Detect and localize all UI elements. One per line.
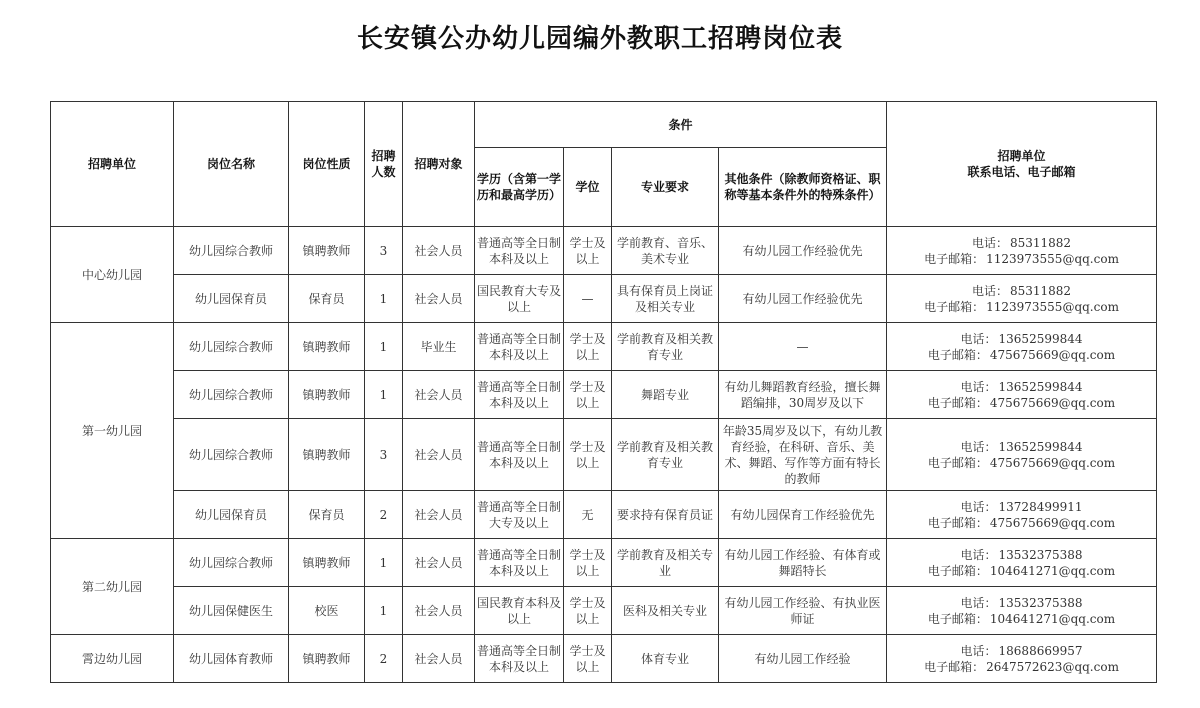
cell-contact: [887, 323, 1157, 371]
cell-contact: [887, 227, 1157, 275]
contact-email-line: [889, 347, 1154, 363]
cell-contact: [887, 419, 1157, 491]
cell-other: 有幼儿园工作经验: [719, 635, 887, 683]
cell-contact: [887, 635, 1157, 683]
cell-major: 学前教育及相关专业: [612, 539, 719, 587]
cell-unit: 第二幼儿园: [51, 539, 174, 635]
cell-contact: [887, 539, 1157, 587]
contact-phone-value: 13652599844: [998, 439, 1083, 454]
cell-major: 体育专业: [612, 635, 719, 683]
cell-degree: 学士及以上: [564, 227, 612, 275]
cell-education: 国民教育大专及以上: [475, 275, 564, 323]
cell-contact: [887, 371, 1157, 419]
cell-position: 幼儿园综合教师: [174, 371, 289, 419]
table-body: [51, 227, 1157, 683]
contact-email-label: 电子邮箱：: [927, 611, 988, 626]
cell-nature: 镇聘教师: [289, 323, 365, 371]
header-row-1: [51, 102, 1157, 148]
contact-email-label: 电子邮箱：: [927, 515, 988, 530]
contact-phone-value: 13532375388: [998, 595, 1083, 610]
cell-position: 幼儿园体育教师: [174, 635, 289, 683]
contact-phone-value: 13652599844: [998, 331, 1083, 346]
cell-major: 舞蹈专业: [612, 371, 719, 419]
cell-target: 社会人员: [403, 275, 475, 323]
contact-phone-label: 电话：: [960, 643, 997, 658]
cell-contact: [887, 587, 1157, 635]
contact-email-label: 电子邮箱：: [924, 659, 985, 674]
cell-unit: 霄边幼儿园: [51, 635, 174, 683]
contact-phone-line: [889, 595, 1154, 611]
contact-email-line: [889, 299, 1154, 315]
contact-email-label: 电子邮箱：: [927, 347, 988, 362]
header-contact: [887, 102, 1157, 227]
cell-degree: 学士及以上: [564, 323, 612, 371]
contact-phone-value: 13652599844: [998, 379, 1083, 394]
cell-position: 幼儿园保育员: [174, 491, 289, 539]
cell-education: 普通高等全日制本科及以上: [475, 323, 564, 371]
header-nature: 岗位性质: [289, 102, 365, 227]
cell-count: 2: [365, 635, 403, 683]
cell-count: 1: [365, 587, 403, 635]
contact-email-value[interactable]: 1123973555@qq.com: [986, 251, 1119, 266]
cell-major: 要求持有保育员证: [612, 491, 719, 539]
cell-position: 幼儿园保育员: [174, 275, 289, 323]
cell-degree: 无: [564, 491, 612, 539]
contact-email-label: 电子邮箱：: [924, 251, 985, 266]
cell-nature: 镇聘教师: [289, 227, 365, 275]
contact-email-line: [889, 395, 1154, 411]
cell-position: 幼儿园保健医生: [174, 587, 289, 635]
contact-phone-line: [889, 331, 1154, 347]
page-title: 长安镇公办幼儿园编外教职工招聘岗位表: [356, 24, 843, 54]
cell-other: 有幼儿园工作经验优先: [719, 227, 887, 275]
header-contact-line1: 招聘单位: [997, 149, 1046, 163]
contact-phone-line: [889, 499, 1154, 515]
cell-nature: 校医: [289, 587, 365, 635]
table-row: [51, 371, 1157, 419]
cell-count: 1: [365, 323, 403, 371]
cell-count: 2: [365, 491, 403, 539]
contact-email-line: [889, 563, 1154, 579]
header-count: 招聘人数: [365, 102, 403, 227]
cell-nature: 镇聘教师: [289, 539, 365, 587]
contact-phone-value: 18688669957: [998, 643, 1083, 658]
contact-phone-label: 电话：: [960, 439, 997, 454]
contact-email-value[interactable]: 475675669@qq.com: [989, 455, 1116, 470]
cell-position: 幼儿园综合教师: [174, 323, 289, 371]
cell-contact: [887, 275, 1157, 323]
cell-target: 毕业生: [403, 323, 475, 371]
cell-nature: 镇聘教师: [289, 635, 365, 683]
cell-target: 社会人员: [403, 539, 475, 587]
table-row: [51, 323, 1157, 371]
cell-nature: 保育员: [289, 275, 365, 323]
cell-target: 社会人员: [403, 491, 475, 539]
contact-email-value[interactable]: 2647572623@qq.com: [986, 659, 1119, 674]
contact-phone-label: 电话：: [971, 235, 1008, 250]
cell-major: 具有保育员上岗证及相关专业: [612, 275, 719, 323]
cell-major: 医科及相关专业: [612, 587, 719, 635]
contact-phone-label: 电话：: [960, 499, 997, 514]
cell-education: 国民教育本科及以上: [475, 587, 564, 635]
cell-degree: 学士及以上: [564, 635, 612, 683]
contact-phone-line: [889, 379, 1154, 395]
cell-education: 普通高等全日制本科及以上: [475, 227, 564, 275]
cell-other: 有幼儿园工作经验、有执业医师证: [719, 587, 887, 635]
header-conditions: 条件: [475, 102, 887, 148]
contact-phone-line: [889, 643, 1154, 659]
contact-email-label: 电子邮箱：: [927, 455, 988, 470]
header-contact-line2: 联系电话、电子邮箱: [967, 165, 1076, 179]
header-major: 专业要求: [612, 148, 719, 227]
cell-count: 1: [365, 371, 403, 419]
table-row: [51, 635, 1157, 683]
cell-degree: 学士及以上: [564, 587, 612, 635]
contact-phone-line: [889, 283, 1154, 299]
contact-email-value[interactable]: 475675669@qq.com: [989, 395, 1116, 410]
cell-major: 学前教育、音乐、美术专业: [612, 227, 719, 275]
cell-education: 普通高等全日制本科及以上: [475, 539, 564, 587]
contact-email-value[interactable]: 104641271@qq.com: [989, 611, 1116, 626]
cell-position: 幼儿园综合教师: [174, 539, 289, 587]
cell-target: 社会人员: [403, 635, 475, 683]
contact-phone-value: 85311882: [1009, 283, 1072, 298]
cell-nature: 镇聘教师: [289, 371, 365, 419]
cell-major: 学前教育及相关教育专业: [612, 323, 719, 371]
table-row: [51, 587, 1157, 635]
contact-email-value[interactable]: 475675669@qq.com: [989, 515, 1116, 530]
contact-email-value[interactable]: 475675669@qq.com: [989, 347, 1116, 362]
contact-email-line: [889, 611, 1154, 627]
cell-count: 1: [365, 539, 403, 587]
table-row: [51, 419, 1157, 491]
contact-phone-label: 电话：: [960, 595, 997, 610]
contact-email-line: [889, 659, 1154, 675]
cell-degree: 学士及以上: [564, 371, 612, 419]
contact-phone-value: 13532375388: [998, 547, 1083, 562]
contact-phone-line: [889, 235, 1154, 251]
table-row: [51, 539, 1157, 587]
table-row: [51, 227, 1157, 275]
cell-contact: [887, 491, 1157, 539]
contact-email-label: 电子邮箱：: [924, 299, 985, 314]
cell-nature: 镇聘教师: [289, 419, 365, 491]
cell-target: 社会人员: [403, 227, 475, 275]
cell-nature: 保育员: [289, 491, 365, 539]
cell-position: 幼儿园综合教师: [174, 227, 289, 275]
cell-position: 幼儿园综合教师: [174, 419, 289, 491]
cell-education: 普通高等全日制大专及以上: [475, 491, 564, 539]
cell-target: 社会人员: [403, 587, 475, 635]
cell-degree: 学士及以上: [564, 539, 612, 587]
cell-education: 普通高等全日制本科及以上: [475, 371, 564, 419]
header-target: 招聘对象: [403, 102, 475, 227]
contact-phone-label: 电话：: [960, 547, 997, 562]
cell-other: 有幼儿园工作经验、有体育或舞蹈特长: [719, 539, 887, 587]
cell-other: 有幼儿园工作经验优先: [719, 275, 887, 323]
contact-email-label: 电子邮箱：: [927, 395, 988, 410]
contact-phone-line: [889, 547, 1154, 563]
contact-email-line: [889, 455, 1154, 471]
contact-phone-value: 85311882: [1009, 235, 1072, 250]
cell-major: 学前教育及相关教育专业: [612, 419, 719, 491]
contact-email-line: [889, 515, 1154, 531]
cell-education: 普通高等全日制本科及以上: [475, 635, 564, 683]
header-education: 学历（含第一学历和最高学历）: [475, 148, 564, 227]
header-other: 其他条件（除教师资格证、职称等基本条件外的特殊条件）: [719, 148, 887, 227]
contact-phone-value: 13728499911: [998, 499, 1083, 514]
cell-other: —: [719, 323, 887, 371]
cell-other: 有幼儿舞蹈教育经验，擅长舞蹈编排，30周岁及以下: [719, 371, 887, 419]
cell-count: 1: [365, 275, 403, 323]
cell-degree: —: [564, 275, 612, 323]
contact-email-line: [889, 251, 1154, 267]
recruitment-table: [50, 101, 1157, 683]
cell-count: 3: [365, 227, 403, 275]
cell-count: 3: [365, 419, 403, 491]
header-position: 岗位名称: [174, 102, 289, 227]
cell-unit: 中心幼儿园: [51, 227, 174, 323]
table-row: [51, 275, 1157, 323]
cell-education: 普通高等全日制本科及以上: [475, 419, 564, 491]
contact-phone-label: 电话：: [960, 331, 997, 346]
table-row: [51, 491, 1157, 539]
contact-email-value[interactable]: 1123973555@qq.com: [986, 299, 1119, 314]
cell-target: 社会人员: [403, 371, 475, 419]
contact-email-label: 电子邮箱：: [927, 563, 988, 578]
cell-degree: 学士及以上: [564, 419, 612, 491]
header-degree: 学位: [564, 148, 612, 227]
contact-email-value[interactable]: 104641271@qq.com: [989, 563, 1116, 578]
cell-target: 社会人员: [403, 419, 475, 491]
contact-phone-label: 电话：: [960, 379, 997, 394]
contact-phone-line: [889, 439, 1154, 455]
cell-unit: 第一幼儿园: [51, 323, 174, 539]
contact-phone-label: 电话：: [971, 283, 1008, 298]
header-unit: 招聘单位: [51, 102, 174, 227]
cell-other: 有幼儿园保育工作经验优先: [719, 491, 887, 539]
cell-other: 年龄35周岁及以下，有幼儿教育经验，在科研、音乐、美术、舞蹈、写作等方面有特长的教师: [719, 419, 887, 491]
